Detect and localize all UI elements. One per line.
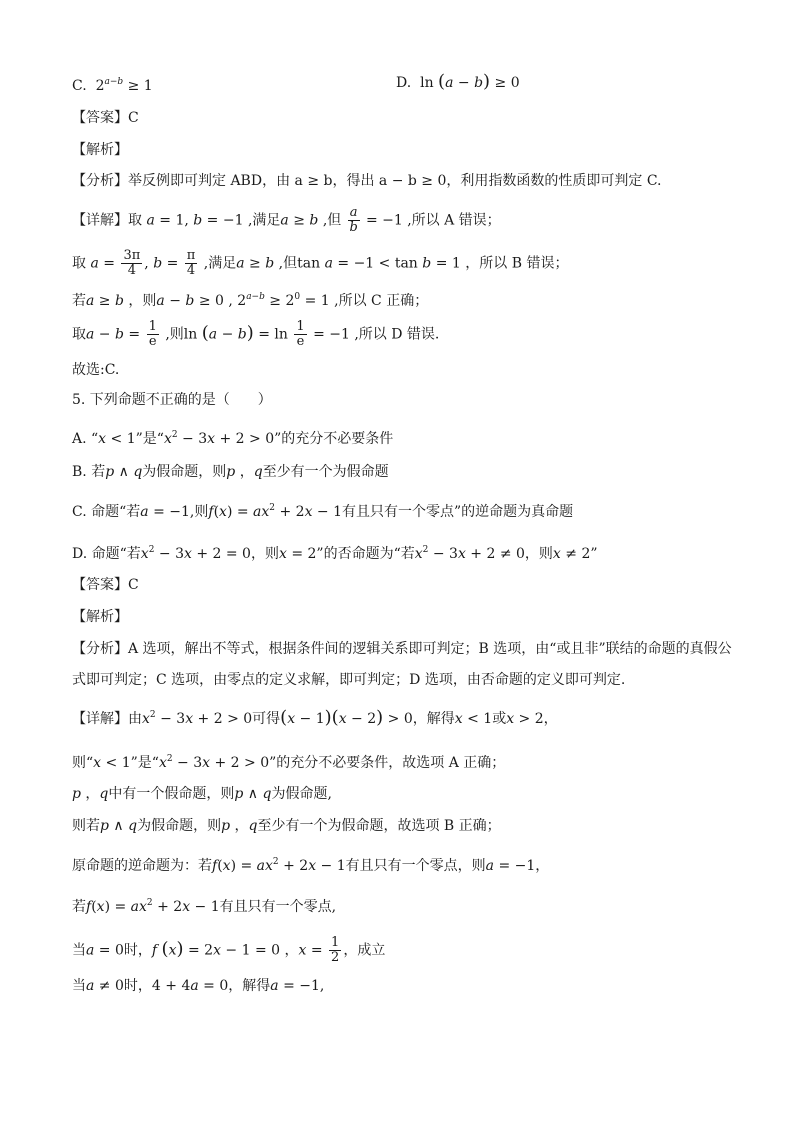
q5-detail-8: 当a ≠ 0时，4 + 4a = 0，解得a = −1, [72,978,325,994]
q5-fenxi-2: 式即可判定；C 选项，由零点的定义求解，即可判定；D 选项，由否命题的定义即可判定. [72,672,626,688]
q5-detail-5: 原命题的逆命题为：若$f(x) = ax^2 + 2x - 1$有且只有一个零点，则a = −1， [72,857,550,874]
option-d-math: ln (a − b) ≥ 0 [420,71,520,92]
q4-analysis-title: 【解析】 [72,142,128,158]
q4-detail-3: 若a ≥ b ，则a − b ≥ 0 , $2^{a-b} \ge 2^0 = 1$ ,所以 C 正确； [72,292,429,309]
q4-detail-4: 取a − b = $\frac{1}{e}$ ,则ln (a − b) = ln $\frac{1}{e}$ = −1 ,所以 D 错误. [72,319,440,349]
q5-detail-4: 则若p ∧ q为假命题，则p ，q至少有一个为假命题，故选项 B 正确； [72,818,501,834]
q5-stem: 5. 下列命题不正确的是（ ） [72,392,272,408]
fraction-1-over-2: $\frac{1}{2}$ [331,935,340,965]
option-c-math: $2^{a-b} \ge 1$ [95,77,153,94]
q5-option-a: A. “x < 1”是“$x^2 - 3x + 2 > 0$”的充分不必要条件 [72,430,394,447]
fraction-1-over-e-2: $\frac{1}{e}$ [296,319,305,349]
q4-fenxi: 【分析】举反例即可判定 ABD，由 a ≥ b，得出 a − b ≥ 0，利用指数函数的性质即可判定 C. [72,173,662,189]
q5-option-b: B. 若p ∧ q为假命题，则p ，q至少有一个为假命题 [72,464,389,480]
q5-detail-1: 【详解】由$x^2 - 3x + 2 > 0$可得(x − 1)(x − 2) > 0，解得x < 1或x > 2， [72,707,558,728]
q4-conclusion: 故选:C. [72,362,120,378]
option-c: C. $2^{a-b} \ge 1$ [72,77,153,94]
q5-detail-3: p ，q中有一个假命题，则p ∧ q为假命题, [72,786,332,802]
q5-detail-7: 当a = 0时，f (x) = 2x − 1 = 0 ，x = $\frac{1}{2}$ ，成立 [72,935,386,965]
fraction-a-over-b: $\frac{a}{b}$ [349,205,358,235]
q5-option-d: D. 命题“若$x^2 - 3x + 2 = 0$，则x = 2”的否命题为“若$x^2 - 3x + 2 \ne 0$，则x ≠ 2” [72,545,598,562]
q5-detail-2: 则“x < 1”是“$x^2 - 3x + 2 > 0$”的充分不必要条件，故选项 A 正确； [72,754,506,771]
q5-analysis-title: 【解析】 [72,609,128,625]
fraction-pi-over-4: $\frac{\pi}{4}$ [186,248,196,278]
q5-fenxi-1: 【分析】A 选项，解出不等式，根据条件间的逻辑关系即可判定；B 选项，由“或且非”联结的命题的真假公 [72,641,732,657]
q4-detail-1: 【详解】取 a = 1, b = −1 ,满足a ≥ b ,但 $\frac{a}{b}$ = −1 ,所以 A 错误； [72,205,501,235]
q4-detail-2: 取 a = $\frac{3\pi}{4}$ , b = $\frac{\pi}{4}$ ,满足a ≥ b ,但tan a = −1 < tan b = 1 ，所以 B 错误； [72,248,569,278]
option-d: D. ln (a − b) ≥ 0 [396,71,520,92]
fraction-3pi-over-4: $\frac{3\pi}{4}$ [123,248,141,278]
fraction-1-over-e: $\frac{1}{e}$ [148,319,157,349]
q5-detail-6: 若$f(x) = ax^2 + 2x - 1$有且只有一个零点, [72,898,337,915]
q4-answer: 【答案】C [72,110,139,126]
q5-answer: 【答案】C [72,577,139,593]
q5-option-c: C. 命题“若a = −1,则$f(x) = ax^2 + 2x - 1$有且只有一个零点”的逆命题为真命题 [72,503,574,520]
